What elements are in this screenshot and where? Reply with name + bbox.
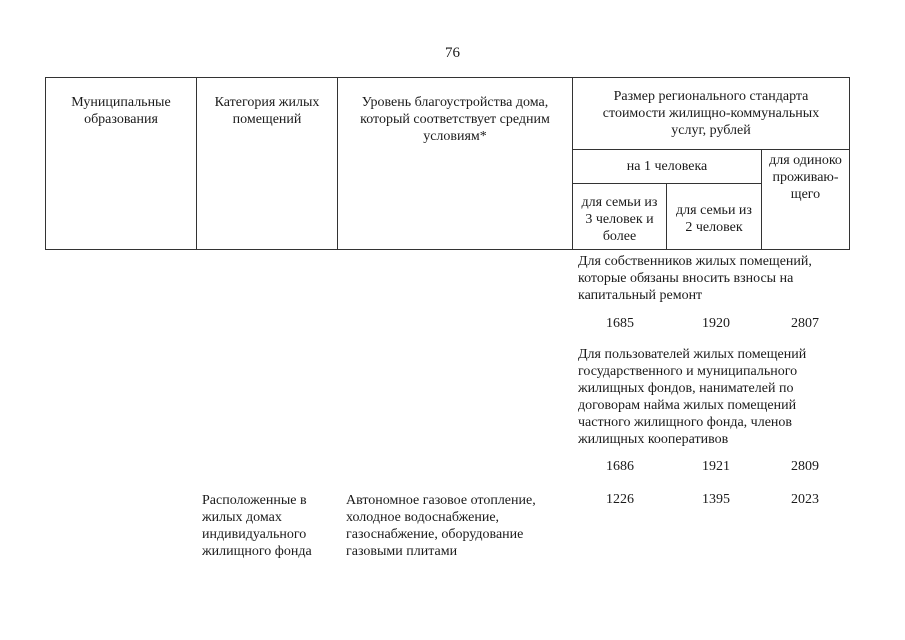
value-users-family3: 1686 [606,459,634,474]
value-owners-single: 2807 [791,316,819,331]
section-owners-title: Для собственников жилых помещений, которые обязаны вносить взносы на капитальный ремонт [578,254,812,303]
header-category: Категория жилых помещений [197,78,338,250]
value-owners-family3: 1685 [606,316,634,331]
page-number: 76 [445,45,460,61]
row-category: Расположенные в жилых домах индивидуального жилищного фонда [202,493,312,559]
header-family-3: для семьи из 3 человек и более [573,184,667,250]
header-standard-size: Размер регионального стандарта стоимости жилищно-коммунальных услуг, рублей [573,78,850,150]
header-municipalities: Муниципальные образования [46,78,197,250]
section-users-title: Для пользователей жилых помещений государственного и муниципального жилищных фондов, нанимателей по договорам найма жилых помещений частного жилищного фонда, членов жилищных кооперативов [578,347,807,447]
value-users-single: 2809 [791,459,819,474]
table-header [45,77,850,250]
header-amenities-level: Уровень благоустройства дома, который соответствует средним условиям* [338,78,573,250]
value-owners-family2: 1920 [702,316,730,331]
value-users-family2: 1921 [702,459,730,474]
row-value-family3: 1226 [606,492,634,507]
row-value-family2: 1395 [702,492,730,507]
header-single: для одиноко проживаю-щего [762,150,850,250]
row-amenities: Автономное газовое отопление, холодное водоснабжение, газоснабжение, оборудование газовыми плитами [346,493,536,559]
header-per-person: на 1 человека [573,150,762,184]
header-family-2: для семьи из 2 человек [667,184,762,250]
row-value-single: 2023 [791,492,819,507]
